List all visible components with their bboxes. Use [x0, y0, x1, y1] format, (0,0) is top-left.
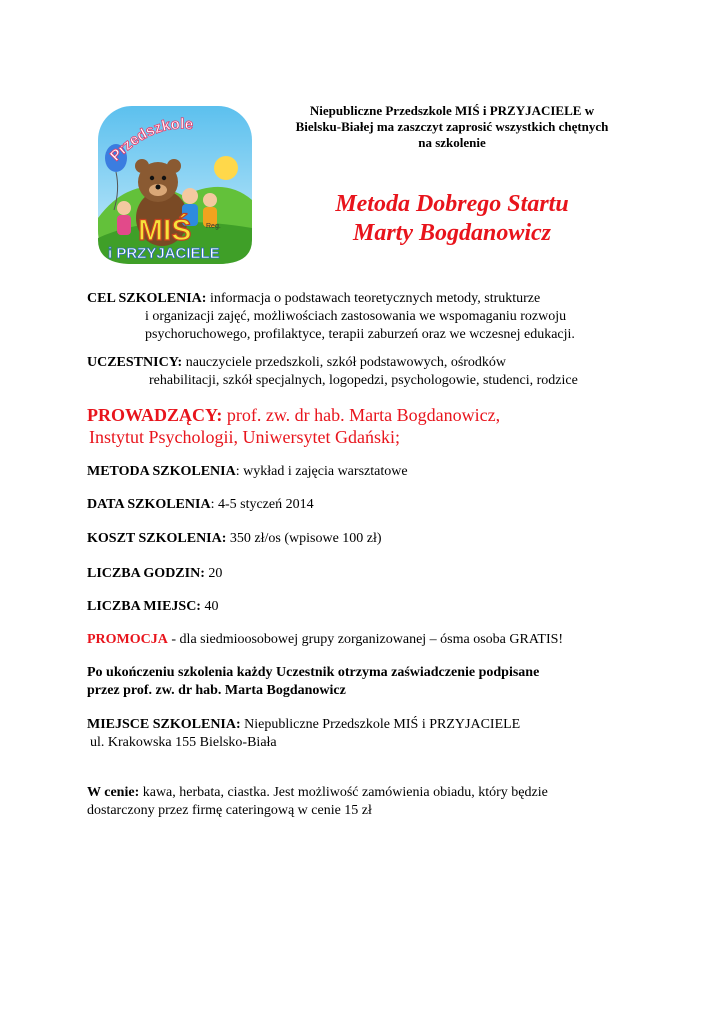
- goal-label: CEL SZKOLENIA:: [87, 291, 207, 306]
- logo-subtitle: i PRZYJACIELE: [108, 245, 220, 262]
- logo-name: MIŚ: [138, 214, 192, 247]
- section-method: METODA SZKOLENIA: wykład i zajęcia warsztatowe: [87, 464, 408, 479]
- promotion-label: PROMOCJA: [87, 632, 168, 647]
- section-certificate: Po ukończeniu szkolenia każdy Uczestnik otrzyma zaświadczenie podpisane przez prof. zw. dr hab. Marta Bogdanowicz: [87, 665, 540, 698]
- section-goal: CEL SZKOLENIA: informacja o podstawach teoretycznych metody, strukturze i organizacji zajęć, możliwościach zastosowania we wspomaganiu rozwoju psychoruchowego, profilaktyce, terapii zaburzeń oraz we wczesnej edukacji.: [87, 291, 575, 342]
- section-participants: UCZESTNICY: nauczyciele przedszkoli, szkół podstawowych, ośrodków rehabilitacji, szkół specjalnych, logopedzi, psychologowie, studenci, rodzice: [87, 355, 578, 388]
- section-venue: MIEJSCE SZKOLENIA: Niepubliczne Przedszkole MIŚ i PRZYJACIELE ul. Krakowska 155 Bielsko-Biała: [87, 717, 521, 750]
- logo-sun: [214, 156, 238, 180]
- preschool-logo: [94, 100, 256, 270]
- section-hours: LICZBA GODZIN: 20: [87, 566, 223, 581]
- section-date: DATA SZKOLENIA: 4-5 styczeń 2014: [87, 497, 314, 512]
- section-promotion: PROMOCJA - dla siedmioosobowej grupy zorganizowanej – ósma osoba GRATIS!: [87, 632, 564, 647]
- logo-reg-mark: Reg.: [206, 223, 221, 230]
- invitation-intro: Niepubliczne Przedszkole MIŚ i PRZYJACIELE w Bielsku-Białej ma zaszczyt zaprosić wszystkich chętnych na szkolenie: [295, 103, 609, 150]
- instructor-label: PROWADZĄCY:: [87, 405, 223, 425]
- section-instructor: PROWADZĄCY: prof. zw. dr hab. Marta Bogdanowicz, Instytut Psychologii, Uniwersytet Gdański;: [87, 405, 501, 447]
- section-cost: KOSZT SZKOLENIA: 350 zł/os (wpisowe 100 zł): [87, 531, 382, 546]
- participants-label: UCZESTNICY:: [87, 355, 183, 370]
- logo-arc-text: Przedszkole: [106, 115, 194, 165]
- section-included: W cenie: kawa, herbata, ciastka. Jest możliwość zamówienia obiadu, który będzie dostarczony przez firmę cateringową w cenie 15 zł: [87, 785, 548, 818]
- training-title: Metoda Dobrego Startu Marty Bogdanowicz: [335, 191, 569, 246]
- section-seats: LICZBA MIEJSC: 40: [87, 599, 219, 614]
